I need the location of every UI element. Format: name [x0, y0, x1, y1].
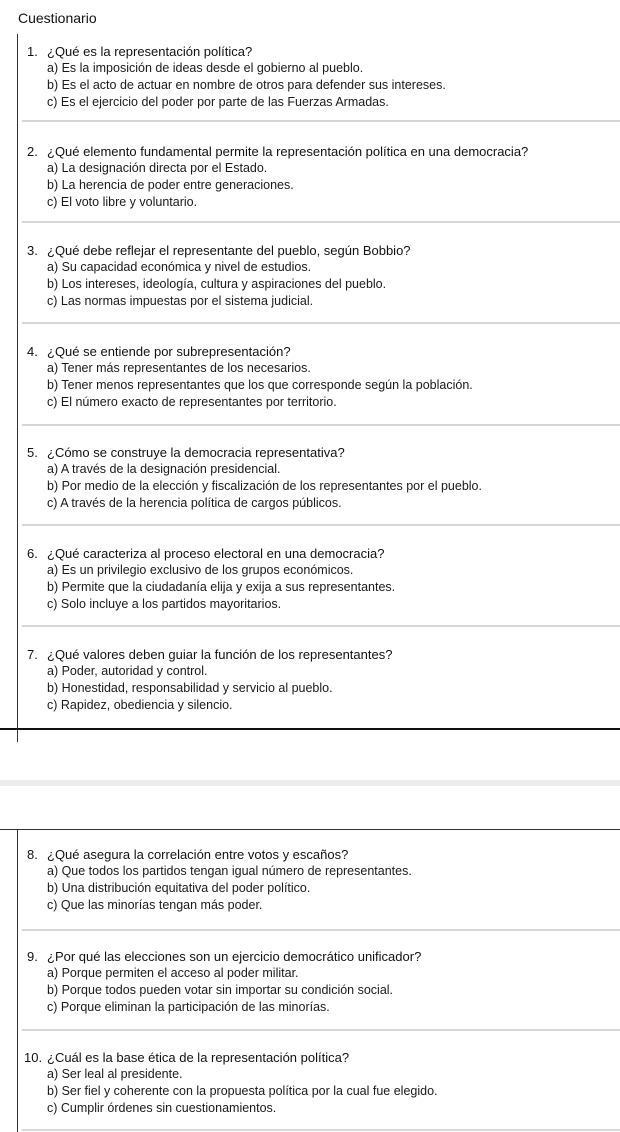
option-c: c) El voto libre y voluntario.	[47, 195, 198, 209]
question-2	[18, 143, 620, 211]
question-heading	[18, 143, 620, 160]
question-number: 5.	[27, 445, 38, 460]
separator	[22, 524, 620, 526]
question-number: 3.	[27, 243, 38, 258]
option-b: b) Es el acto de actuar en nombre de otros para defender sus intereses.	[47, 78, 446, 92]
separator	[22, 929, 620, 931]
page-title: Cuestionario	[18, 10, 97, 26]
option-c: c) Que las minorías tengan más poder.	[47, 898, 263, 912]
question-heading	[18, 343, 620, 360]
document-page-2	[0, 786, 620, 1132]
question-text: ¿Qué debe reflejar el representante del pueblo, según Bobbio?	[47, 243, 411, 258]
option-a: a) A través de la designación presidencial.	[47, 462, 281, 476]
option-a: a) Tener más representantes de los necesarios.	[47, 361, 311, 375]
question-1	[18, 43, 620, 111]
question-text: ¿Qué caracteriza al proceso electoral en una democracia?	[47, 546, 385, 561]
question-heading	[18, 948, 620, 965]
question-heading	[18, 43, 620, 60]
page-top-edge	[0, 829, 620, 830]
question-text: ¿Qué valores deben guiar la función de los representantes?	[47, 647, 393, 662]
option-b: b) Porque todos pueden votar sin importar su condición social.	[47, 983, 394, 997]
question-6	[18, 545, 620, 613]
option-a: a) Porque permiten el acceso al poder militar.	[47, 966, 299, 980]
option-c: c) El número exacto de representantes por territorio.	[47, 395, 337, 409]
question-text: ¿Qué es la representación política?	[47, 44, 253, 59]
option-c: c) A través de la herencia política de cargos públicos.	[47, 496, 342, 510]
option-b: b) Ser fiel y coherente con la propuesta política por la cual fue elegido.	[47, 1084, 438, 1098]
page-bottom-edge	[0, 728, 620, 730]
question-heading	[18, 846, 620, 863]
question-number: 7.	[27, 647, 38, 662]
separator	[22, 424, 620, 426]
option-c: c) Cumplir órdenes sin cuestionamientos.	[47, 1101, 277, 1115]
option-b: b) Tener menos representantes que los que corresponde según la población.	[47, 378, 473, 392]
separator	[22, 1129, 620, 1131]
question-number: 2.	[27, 144, 38, 159]
question-text: ¿Qué elemento fundamental permite la representación política en una democracia?	[47, 144, 529, 159]
question-5	[18, 444, 620, 512]
separator	[22, 625, 620, 627]
question-text: ¿Qué se entiende por subrepresentación?	[47, 344, 291, 359]
option-b: b) Honestidad, responsabilidad y servicio al pueblo.	[47, 681, 333, 695]
option-c: c) Porque eliminan la participación de las minorías.	[47, 1000, 330, 1014]
question-number: 1.	[27, 44, 38, 59]
question-heading	[18, 545, 620, 562]
option-b: b) Permite que la ciudadanía elija y exija a sus representantes.	[47, 580, 396, 594]
question-text: ¿Cuál es la base ética de la representación política?	[47, 1050, 350, 1065]
question-number: 9.	[27, 949, 38, 964]
question-heading	[18, 444, 620, 461]
option-c: c) Es el ejercicio del poder por parte de las Fuerzas Armadas.	[47, 95, 389, 109]
question-number: 8.	[27, 847, 38, 862]
option-b: b) Por medio de la elección y fiscalización de los representantes por el pueblo.	[47, 479, 482, 493]
question-4	[18, 343, 620, 411]
option-b: b) Los intereses, ideología, cultura y aspiraciones del pueblo.	[47, 277, 387, 291]
option-a: a) Es la imposición de ideas desde el gobierno al pueblo.	[47, 61, 364, 75]
question-8	[18, 846, 620, 914]
option-c: c) Rapidez, obediencia y silencio.	[47, 698, 233, 712]
option-a: a) Es un privilegio exclusivo de los grupos económicos.	[47, 563, 354, 577]
question-10	[18, 1049, 620, 1117]
option-c: c) Solo incluye a los partidos mayoritarios.	[47, 597, 282, 611]
question-heading	[18, 646, 620, 663]
question-3	[18, 242, 620, 310]
separator	[22, 120, 620, 122]
option-b: b) Una distribución equitativa del poder político.	[47, 881, 311, 895]
question-heading	[18, 242, 620, 259]
option-b: b) La herencia de poder entre generaciones.	[47, 178, 294, 192]
question-7	[18, 646, 620, 714]
question-heading	[18, 1049, 620, 1066]
question-text: ¿Por qué las elecciones son un ejercicio democrático unificador?	[47, 949, 422, 964]
option-a: a) La designación directa por el Estado.	[47, 161, 268, 175]
question-number: 6.	[27, 546, 38, 561]
question-text: ¿Qué asegura la correlación entre votos y escaños?	[47, 847, 349, 862]
option-a: a) Que todos los partidos tengan igual número de representantes.	[47, 864, 412, 878]
option-c: c) Las normas impuestas por el sistema judicial.	[47, 294, 314, 308]
separator	[22, 221, 620, 223]
option-a: a) Su capacidad económica y nivel de estudios.	[47, 260, 312, 274]
question-text: ¿Cómo se construye la democracia representativa?	[47, 445, 345, 460]
question-number: 10.	[24, 1050, 43, 1065]
question-number: 4.	[27, 344, 38, 359]
option-a: a) Poder, autoridad y control.	[47, 664, 208, 678]
separator	[22, 1029, 620, 1031]
question-9	[18, 948, 620, 1016]
option-a: a) Ser leal al presidente.	[47, 1067, 183, 1081]
separator	[22, 322, 620, 324]
